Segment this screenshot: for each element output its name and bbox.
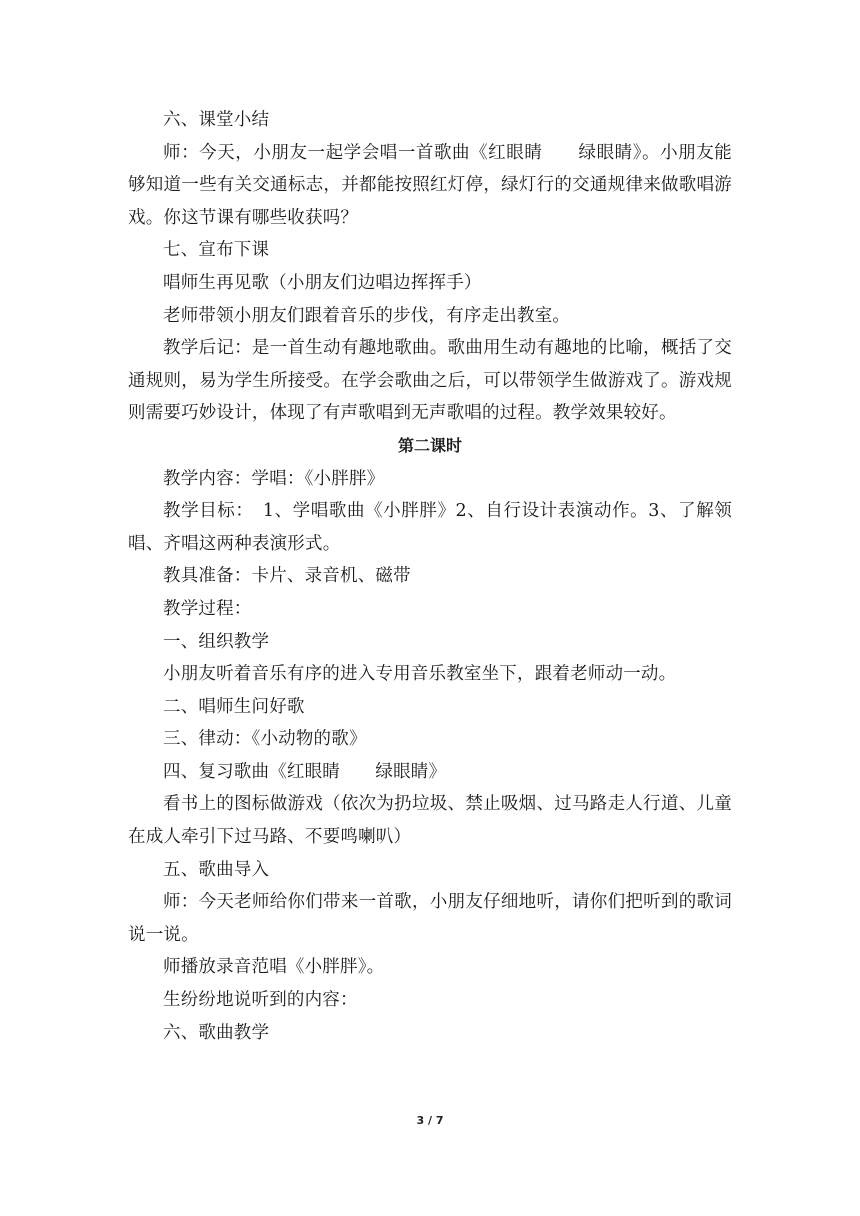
paragraph-teaching-reflection: 教学后记：是一首生动有趣地歌曲。歌曲用生动有趣地的比喻，概括了交通规则，易为学生所接受。在学会歌曲之后，可以带领学生做游戏了。游戏规则需要巧妙设计，体现了有声歌唱到无声歌唱的过程。教学效果较好。: [128, 338, 732, 424]
heading-song-teaching: 六、歌曲教学: [163, 1022, 270, 1043]
page-number: 3 / 7: [416, 1114, 444, 1127]
heading-greeting-song: 二、唱师生问好歌: [163, 696, 305, 717]
paragraph-play-recording: 师播放录音范唱《小胖胖》。: [163, 957, 385, 978]
paragraph-goodbye-song: 唱师生再见歌（小朋友们边唱边挥挥手）: [163, 272, 482, 293]
paragraph-enter-classroom: 小朋友听着音乐有序的进入专用音乐教室坐下，跟着老师动一动。: [163, 664, 677, 685]
paragraph-leave-classroom: 老师带领小朋友们跟着音乐的步伐，有序走出教室。: [163, 305, 571, 326]
page-content: [128, 104, 732, 1049]
heading-organize-teaching: 一、组织教学: [163, 631, 270, 652]
paragraph-teaching-goals: 教学目标： 1、学唱歌曲《小胖胖》2、自行设计表演动作。3、了解领唱、齐唱这两种表演形式。: [128, 501, 732, 554]
heading-review-song: 四、复习歌曲《红眼睛 绿眼睛》: [163, 761, 447, 782]
paragraph-students-respond: 生纷纷地说听到的内容：: [163, 990, 358, 1011]
paragraph-teaching-aids: 教具准备：卡片、录音机、磁带: [163, 566, 411, 587]
heading-song-introduction: 五、歌曲导入: [163, 859, 270, 880]
paragraph-teacher-summary: 师：今天，小朋友一起学会唱一首歌曲《红眼睛 绿眼睛》。小朋友能够知道一些有关交通标志，并都能按照红灯停，绿灯行的交通规律来做歌唱游戏。你这节课有哪些收获吗？: [128, 142, 732, 228]
section-heading-second-lesson: 第二课时: [397, 435, 462, 455]
heading-class-summary: 六、课堂小结: [163, 110, 270, 130]
paragraph-teaching-content: 教学内容：学唱：《小胖胖》: [163, 468, 385, 489]
paragraph-teaching-process: 教学过程：: [163, 598, 252, 619]
heading-dismiss-class: 七、宣布下课: [163, 240, 270, 261]
heading-rhythm-activity: 三、律动：《小动物的歌》: [163, 729, 367, 750]
paragraph-sign-game: 看书上的图标做游戏（依次为扔垃圾、禁止吸烟、过马路走人行道、儿童在成人牵引下过马路、不要鸣喇叭）: [128, 794, 732, 848]
paragraph-teacher-intro: 师：今天老师给你们带来一首歌，小朋友仔细地听，请你们把听到的歌词说一说。: [128, 892, 732, 945]
